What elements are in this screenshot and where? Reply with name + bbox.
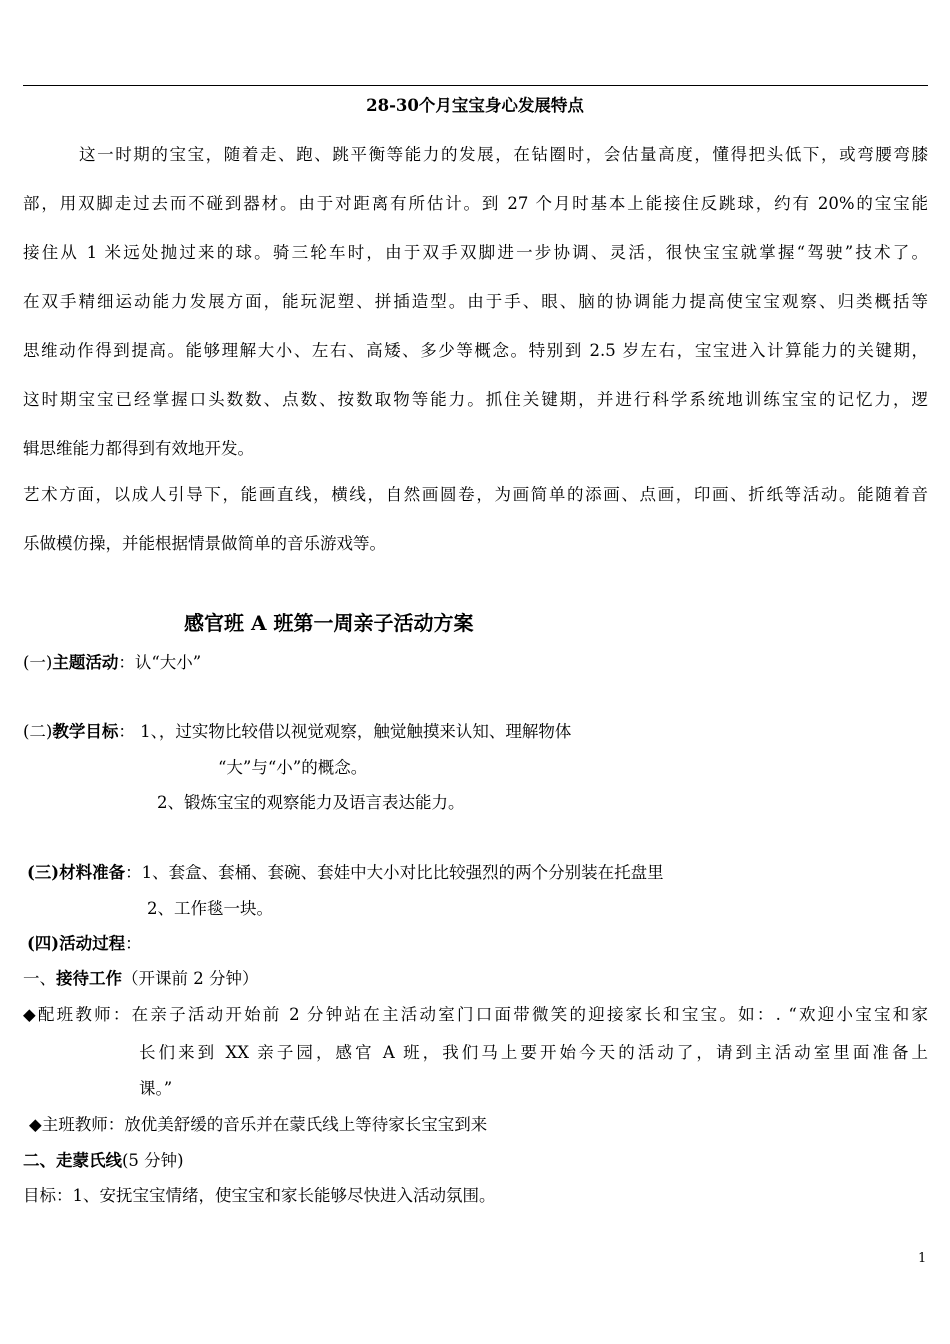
materials-line: [27, 863, 664, 883]
goal-2: 2、锻炼宝宝的观察能力及语言表达能力。: [157, 793, 465, 812]
intro-line: 这一时期的宝宝，随着走、跑、跳平衡等能力的发展，在钻圈时，会估量高度，懂得把头低下，或弯腰弯膝: [79, 145, 928, 164]
step-2-time: (5 分钟): [122, 1151, 184, 1170]
goal-1: ： 1、，过实物比较借以视觉观察，触觉触摸来认知、理解物体: [118, 722, 572, 741]
materials-label: (三)材料准备: [27, 863, 126, 882]
art-line: 乐做模仿操，并能根据情景做简单的音乐游戏等。: [23, 534, 386, 553]
intro-line: 辑思维能力都得到有效地开发。: [23, 439, 254, 458]
step-1-label: 接待工作: [56, 969, 122, 988]
page-number: 1: [918, 1251, 927, 1266]
intro-line: 接住从 1 米远处抛过来的球。骑三轮车时，由于双手双脚进一步协调、灵活，很快宝宝就掌握“驾驶”技术了。: [23, 243, 928, 262]
theme-label: 主题活动: [52, 653, 119, 672]
step-2-heading: [23, 1151, 184, 1171]
theme-prefix: (一): [23, 653, 53, 672]
assistant-teacher-line: 长们来到 XX 亲子园，感官 A 班，我们马上要开始今天的活动了，请到主活动室里面准备上: [139, 1043, 928, 1062]
target-line: 目标：1、安抚宝宝情绪，使宝宝和家长能够尽快进入活动氛围。: [23, 1186, 496, 1205]
materials-1: ：1、套盒、套桶、套碗、套娃中大小对比比较强烈的两个分别装在托盘里: [125, 863, 664, 882]
step-1-heading: [23, 969, 259, 989]
assistant-teacher-line: 课。”: [139, 1079, 173, 1098]
page-title: 28-30个月宝宝身心发展特点: [366, 96, 584, 115]
intro-line: 这时期宝宝已经掌握口头数数、点数、按数取物等能力。抓住关键期，并进行科学系统地训练宝宝的记忆力，逻: [23, 390, 928, 409]
goal-prefix: (二): [23, 722, 53, 741]
main-teacher-line: ◆主班教师：放优美舒缓的音乐并在蒙氏线上等待家长宝宝到来: [29, 1115, 488, 1134]
process-label: (四)活动过程: [27, 934, 126, 953]
intro-line: 在双手精细运动能力发展方面，能玩泥塑、拼插造型。由于手、眼、脑的协调能力提高使宝宝观察、归类概括等: [23, 292, 928, 311]
materials-2: 2、工作毯一块。: [147, 899, 273, 918]
goal-1-continued: “大”与“小”的概念。: [218, 758, 368, 777]
theme-text: ：认“大小”: [118, 653, 202, 672]
step-2-label: 二、走蒙氏线: [23, 1151, 122, 1170]
art-line: 艺术方面，以成人引导下，能画直线，横线，自然画圆卷，为画简单的添画、点画，印画、折纸等活动。能随着音: [23, 485, 928, 504]
theme-line: [23, 653, 201, 673]
plan-title: 感官班 A 班第一周亲子活动方案: [184, 611, 474, 635]
intro-line: 部，用双脚走过去而不碰到器材。由于对距离有所估计。到 27 个月时基本上能接住反跳球，约有 20%的宝宝能: [23, 194, 928, 213]
intro-line: 思维动作得到提高。能够理解大小、左右、高矮、多少等概念。特别到 2.5 岁左右，宝宝进入计算能力的关键期，: [23, 341, 928, 360]
goal-label: 教学目标: [52, 722, 119, 741]
step-1-prefix: 一、: [23, 969, 56, 988]
process-heading: [27, 934, 142, 954]
goal-line: [23, 722, 571, 742]
step-1-time: （开课前 2 分钟）: [122, 969, 259, 988]
assistant-teacher-line: ◆配班教师：在亲子活动开始前 2 分钟站在主活动室门口面带微笑的迎接家长和宝宝。如：. “欢迎小宝宝和家: [23, 1005, 928, 1024]
header-rule: [23, 85, 928, 86]
process-colon: ：: [125, 934, 142, 953]
